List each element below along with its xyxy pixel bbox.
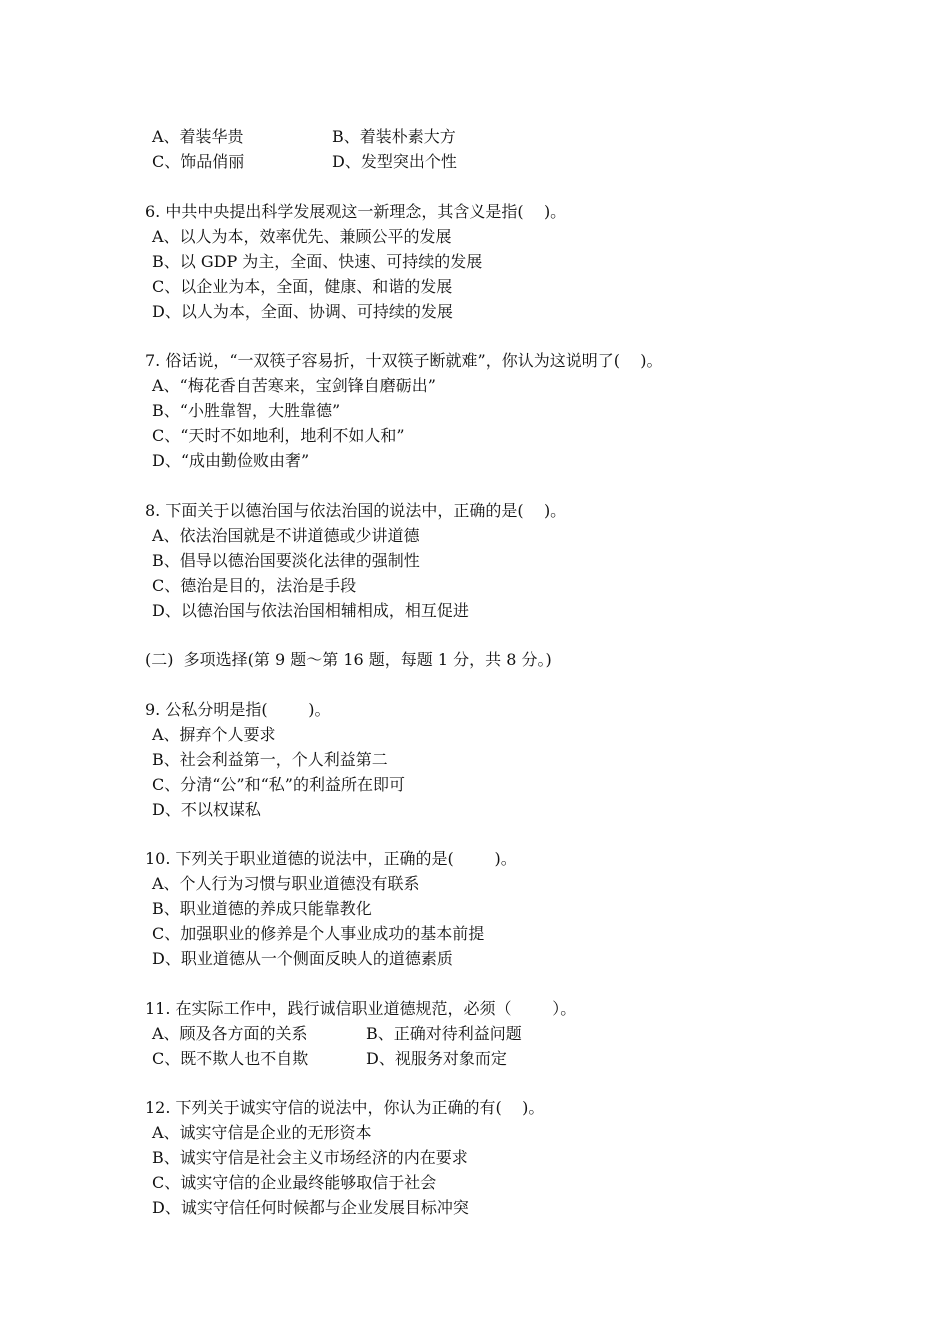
q9-option-a: A、摒弃个人要求 xyxy=(152,725,276,744)
q11-option-d: D、视服务对象而定 xyxy=(366,1049,507,1068)
q10-option-a: A、个人行为习惯与职业道德没有联系 xyxy=(152,874,420,893)
q9-option-c: C、分清“公”和“私”的利益所在即可 xyxy=(152,775,405,794)
q12-option-a: A、诚实守信是企业的无形资本 xyxy=(152,1123,372,1142)
q12-option-c: C、诚实守信的企业最终能够取信于社会 xyxy=(152,1173,437,1192)
q7-option-a: A、“梅花香自苦寒来，宝剑锋自磨砺出” xyxy=(152,376,436,395)
q11-stem: 11. 在实际工作中，践行诚信职业道德规范，必须（ ）。 xyxy=(145,999,577,1018)
q9-option-b: B、社会利益第一，个人利益第二 xyxy=(152,750,388,769)
q5-option-d: D、发型突出个性 xyxy=(332,152,457,171)
q12-stem: 12. 下列关于诚实守信的说法中，你认为正确的有( )。 xyxy=(145,1098,545,1117)
q6-option-a: A、以人为本，效率优先、兼顾公平的发展 xyxy=(152,227,452,246)
q11-option-a: A、顾及各方面的关系 xyxy=(152,1024,308,1043)
q7-option-b: B、“小胜靠智，大胜靠德” xyxy=(152,401,341,420)
q6-option-b: B、以 GDP 为主，全面、快速、可持续的发展 xyxy=(152,252,483,271)
q10-option-c: C、加强职业的修养是个人事业成功的基本前提 xyxy=(152,924,485,943)
q6-option-d: D、以人为本，全面、协调、可持续的发展 xyxy=(152,302,453,321)
section-heading-multiple-choice: (二) 多项选择(第 9 题～第 16 题，每题 1 分，共 8 分。) xyxy=(145,650,552,669)
q10-option-b: B、职业道德的养成只能靠教化 xyxy=(152,899,372,918)
q11-option-b: B、正确对待利益问题 xyxy=(366,1024,522,1043)
q8-stem: 8. 下面关于以德治国与依法治国的说法中，正确的是( )。 xyxy=(145,501,567,520)
q7-stem: 7. 俗话说，“一双筷子容易折，十双筷子断就难”，你认为这说明了( )。 xyxy=(145,351,663,370)
q10-option-d: D、职业道德从一个侧面反映人的道德素质 xyxy=(152,949,453,968)
q5-option-a: A、着装华贵 xyxy=(152,127,244,146)
q6-option-c: C、以企业为本，全面，健康、和谐的发展 xyxy=(152,277,453,296)
q6-stem: 6. 中共中央提出科学发展观这一新理念，其含义是指( )。 xyxy=(145,202,567,221)
q10-stem: 10. 下列关于职业道德的说法中，正确的是( )。 xyxy=(145,849,517,868)
q5-option-c: C、饰品俏丽 xyxy=(152,152,245,171)
q7-option-c: C、“天时不如地利，地利不如人和” xyxy=(152,426,405,445)
q11-option-c: C、既不欺人也不自欺 xyxy=(152,1049,309,1068)
q7-option-d: D、“成由勤俭败由奢” xyxy=(152,451,310,470)
q12-option-d: D、诚实守信任何时候都与企业发展目标冲突 xyxy=(152,1198,469,1217)
q8-option-c: C、德治是目的，法治是手段 xyxy=(152,576,357,595)
q9-option-d: D、不以权谋私 xyxy=(152,800,261,819)
q5-option-b: B、着装朴素大方 xyxy=(332,127,456,146)
q8-option-d: D、以德治国与依法治国相辅相成，相互促进 xyxy=(152,601,469,620)
q9-stem: 9. 公私分明是指( )。 xyxy=(145,700,331,719)
q8-option-a: A、依法治国就是不讲道德或少讲道德 xyxy=(152,526,420,545)
q12-option-b: B、诚实守信是社会主义市场经济的内在要求 xyxy=(152,1148,468,1167)
q8-option-b: B、倡导以德治国要淡化法律的强制性 xyxy=(152,551,420,570)
